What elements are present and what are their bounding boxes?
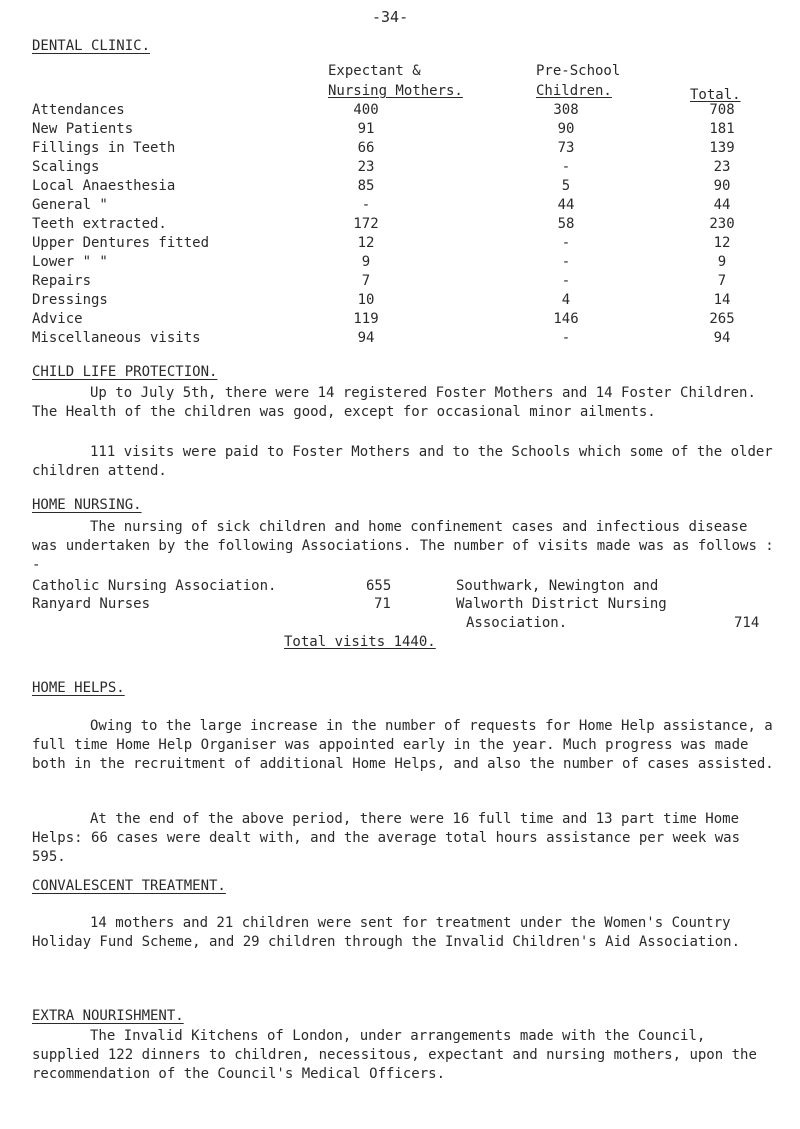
dental-row-label: Teeth extracted. [32,216,167,232]
assoc-southwark-line1: Southwark, Newington and [456,578,659,594]
dental-cell-b: 308 [553,102,579,118]
assoc-southwark-line2: Walworth District Nursing [456,596,667,612]
assoc-southwark-line3: Association. [466,615,568,631]
dental-cell-c: 90 [713,178,731,194]
dental-cell-b: 4 [561,292,571,308]
dental-row-label: Scalings [32,159,100,175]
dental-cell-a: 66 [357,140,375,156]
extra-nourishment-heading: EXTRA NOURISHMENT. [32,1008,184,1024]
dental-cell-c: 230 [709,216,735,232]
dental-cell-b: - [561,254,571,270]
col-header-children-line1: Pre-School [536,63,621,79]
dental-cell-b: - [561,159,571,175]
dental-cell-b: 44 [557,197,575,213]
dental-row-label: Upper Dentures fitted [32,235,210,251]
dental-cell-a: 94 [357,330,375,346]
dental-cell-a: 91 [357,121,375,137]
assoc-ranyard-value: 71 [374,596,391,612]
dental-cell-a: 172 [353,216,379,232]
dental-row-label: Fillings in Teeth [32,140,176,156]
dental-cell-a: 85 [357,178,375,194]
child-life-para-2: 111 visits were paid to Foster Mothers and to the Schools which some of the older children attend. [32,444,773,479]
col-header-mothers-line1: Expectant & [328,63,421,79]
home-helps-para-2: At the end of the above period, there were 16 full time and 13 part time Home Helps: 66 cases were dealt with, and the average total hours assistance per week was 595. [32,811,741,865]
col-header-total: Total. [690,87,741,103]
dental-row-label: Attendances [32,102,125,118]
dental-row-label: Miscellaneous visits [32,330,201,346]
dental-cell-c: 9 [717,254,727,270]
dental-cell-a: 10 [357,292,375,308]
convalescent-heading: CONVALESCENT TREATMENT. [32,878,226,894]
dental-cell-c: 265 [709,311,735,327]
assoc-ranyard-label: Ranyard Nurses [32,596,151,612]
assoc-catholic-value: 655 [366,578,392,594]
dental-cell-a: 12 [357,235,375,251]
dental-cell-c: 23 [713,159,731,175]
extra-nourishment-para-1: The Invalid Kitchens of London, under arrangements made with the Council, supplied 122 dinners to children, necessitous, expectant and nursing mothers, upon the recommendation of the Council's Medical Officers. [32,1028,757,1082]
dental-cell-c: 94 [713,330,731,346]
dental-cell-b: 5 [561,178,571,194]
assoc-catholic-label: Catholic Nursing Association. [32,578,277,594]
dental-cell-a: 400 [353,102,379,118]
dental-cell-c: 139 [709,140,735,156]
child-life-para-1: Up to July 5th, there were 14 registered Foster Mothers and 14 Foster Children. The Health of the children was good, except for occasional minor ailments. [32,385,756,420]
dental-row-label: Dressings [32,292,108,308]
dental-cell-b: - [561,235,571,251]
dental-cell-a: 9 [361,254,371,270]
child-life-heading: CHILD LIFE PROTECTION. [32,364,218,380]
page-number: -34- [372,8,409,26]
dental-row-label: Repairs [32,273,92,289]
dental-cell-c: 708 [709,102,735,118]
dental-cell-b: 58 [557,216,575,232]
dental-cell-c: 44 [713,197,731,213]
dental-cell-b: - [561,330,571,346]
home-nursing-para-1: The nursing of sick children and home confinement cases and infectious disease was undertaken by the following Associations. The number of visits made was as follows : - [32,519,774,573]
dental-cell-c: 181 [709,121,735,137]
convalescent-para-1: 14 mothers and 21 children were sent for treatment under the Women's Country Holiday Fund Scheme, and 29 children through the Invalid Children's Aid Association. [32,915,741,950]
dental-cell-b: - [561,273,571,289]
home-helps-heading: HOME HELPS. [32,680,125,696]
dental-cell-a: - [361,197,371,213]
dental-row-label: Advice [32,311,83,327]
dental-heading: DENTAL CLINIC. [32,38,151,54]
dental-cell-b: 73 [557,140,575,156]
dental-cell-a: 119 [353,311,379,327]
dental-cell-b: 90 [557,121,575,137]
dental-cell-c: 7 [717,273,727,289]
dental-row-label: General " [32,197,108,213]
dental-row-label: Local Anaesthesia [32,178,176,194]
assoc-southwark-value: 714 [734,615,760,631]
dental-cell-a: 7 [361,273,371,289]
dental-row-label: Lower " " [32,254,108,270]
dental-row-label: New Patients [32,121,134,137]
dental-cell-a: 23 [357,159,375,175]
home-helps-para-1: Owing to the large increase in the number of requests for Home Help assistance, a full time Home Help Organiser was appointed early in the year. Much progress was made both in the recruitment of additional Home Helps, and also the number of cases assisted. [32,718,774,772]
total-visits: Total visits 1440. [284,634,436,650]
dental-cell-c: 12 [713,235,731,251]
dental-cell-b: 146 [553,311,579,327]
col-header-mothers-line2: Nursing Mothers. [328,83,463,99]
home-nursing-heading: HOME NURSING. [32,497,142,513]
dental-cell-c: 14 [713,292,731,308]
col-header-children-line2: Children. [536,83,612,99]
